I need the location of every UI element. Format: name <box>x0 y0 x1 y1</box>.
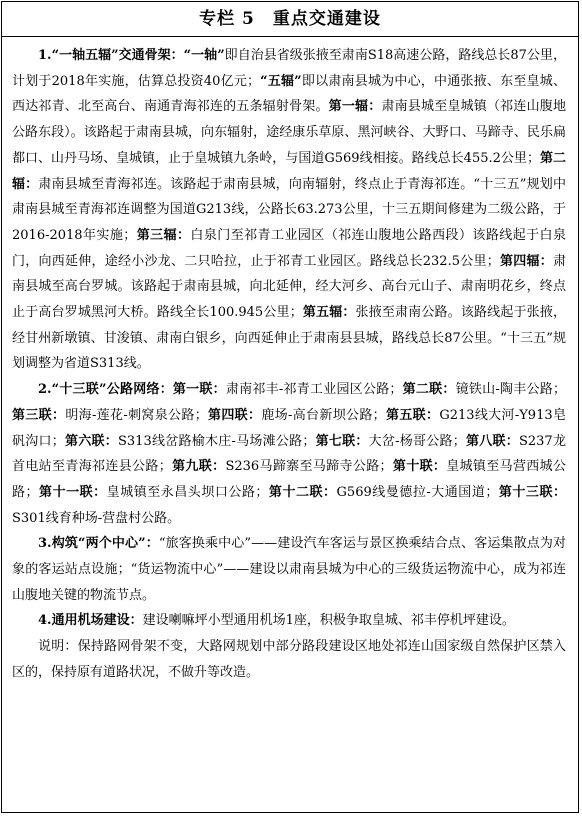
body-text: 皇城镇至永昌头坝口公路； <box>106 484 269 500</box>
bold-heading: 第三联： <box>12 407 66 423</box>
bold-heading: 1.“一轴五辐”交通骨架：“一轴” <box>38 48 225 63</box>
body-text: S236马蹄寨至马蹄寺公路； <box>225 459 393 475</box>
body-text: 即自治县省级张掖至肃南S18高速公路，路线总长87公里，计划于2018年实施，估算总投资40亿元； <box>12 48 566 89</box>
body-text: 即以肃南县城为中心，中通张掖、东至皇城、西达祁青、北至高台、南通青海祁连的五条辐射骨架。 <box>12 73 566 115</box>
bold-heading: 第四联： <box>207 407 262 423</box>
bold-heading: 第五联： <box>385 407 440 423</box>
section-two-centers <box>12 531 566 608</box>
bold-heading: 第十三联： <box>498 484 566 500</box>
bold-heading: 第四辐： <box>499 253 553 269</box>
body-text: 张掖至肃南公路。该路线起于张掖，经甘州新墩镇、甘浚镇、肃南白银乡，向西延伸止于肃南县县城，路线总长87公里。“十三五”规划调整为省道S313线。 <box>12 305 566 372</box>
bold-heading: 第十一联： <box>38 484 107 500</box>
bold-heading: 第三辐： <box>136 227 191 243</box>
bold-heading: “五辐” <box>260 73 302 89</box>
body-text: 白泉门至祁青工业园区（祁连山腹地公路西段）该路线起于白泉门，向西延伸，途经小沙龙、二只哈拉，止于祁青工业园区。路线总长232.5公里； <box>12 227 566 269</box>
bold-heading: 第二联： <box>402 382 456 398</box>
body-text: 明海-莲花-刺窝泉公路； <box>65 407 208 423</box>
body-text: 肃南县城至皇城镇（祁连山腹地公路东段）。该路起于肃南县城，向东辐射，途经康乐草原、黑河峡谷、大野口、马蹄寺、民乐扁都口、山丹马场、皇城镇，止于皇城镇九条岭，与国道G569线相接。路线总长455.2公里； <box>12 99 566 166</box>
body-text: S301线育种场-营盘村公路。 <box>12 510 181 526</box>
body-text: S237龙首电站至青海祁连县公路； <box>12 433 566 475</box>
column-title: 专栏 5 重点交通建设 <box>2 2 578 37</box>
body-text: 皇城镇至马营西城公路； <box>12 459 566 500</box>
body-text: 肃南祁丰-祁青工业园区公路； <box>225 382 403 398</box>
bold-heading: 4.通用机场建设： <box>38 613 143 629</box>
bold-heading: 2.“十三联”公路网络：第一联： <box>38 382 226 398</box>
section-general-airport <box>12 608 566 634</box>
body-text: “旅客换乘中心”——建设汽车客运与景区换乘结合点、客运集散点为对象的客运站点设施；“货运物流中心”——建设以肃南县城为中心的三级货运物流中心，成为祁连山腹地关键的物流节点。 <box>12 536 566 603</box>
body-text: 镜铁山-陶丰公路； <box>455 382 566 398</box>
section-thirteen-links <box>12 377 566 531</box>
bold-heading: 第七联： <box>315 433 369 449</box>
body-text: G569线曼德拉-大通国道； <box>336 484 499 500</box>
bold-heading: 第九联： <box>171 459 226 475</box>
body-text: 肃南县城至高台罗城。该路起于肃南县城，向北延伸，经大河乡、高台元山子、肃南明花乡，终点止于高台罗城黑河大桥。路线全长100.945公里； <box>12 253 566 321</box>
bold-heading: 第五辐： <box>302 305 356 321</box>
body-text: S313线岔路榆木庄-马场滩公路； <box>118 433 316 449</box>
explanatory-note: 说明：保持路网骨架不变，大路网规划中部分路段建设区地处祁连山国家级自然保护区禁入区的，保持原有道路状况，不做升等改造。 <box>12 639 566 680</box>
column-content <box>2 37 578 686</box>
body-text: 建设喇嘛坪小型通用机场1座，积极争取皇城、祁丰停机坪建设。 <box>142 613 515 629</box>
bold-heading: 第十二联： <box>268 484 337 500</box>
column-box <box>1 1 579 813</box>
body-text: G213线大河-Y913皂矾沟口； <box>12 407 566 449</box>
bold-heading: 第十联： <box>392 459 447 475</box>
body-text: 大岔-杨哥公路； <box>368 433 466 449</box>
bold-heading: 第六联： <box>64 433 118 449</box>
bold-heading: 第二辐： <box>12 150 566 192</box>
bold-heading: 第八联： <box>465 433 519 449</box>
bold-heading: 3.构筑“两个中心”： <box>38 536 159 552</box>
bold-heading: 第一辐： <box>328 99 382 115</box>
body-text: 肃南县城至青海祁连。该路起于肃南县城，向南辐射，终点止于青海祁连。“十三五”规划中肃南县城至青海祁连调整为国道G213线，公路长63.273公里，十三五期间修建为二级公路，于2016-2018年实施； <box>12 176 566 243</box>
body-text: 鹿场-高台新坝公路； <box>261 407 386 423</box>
section-one-axis-five-spokes <box>12 43 566 377</box>
